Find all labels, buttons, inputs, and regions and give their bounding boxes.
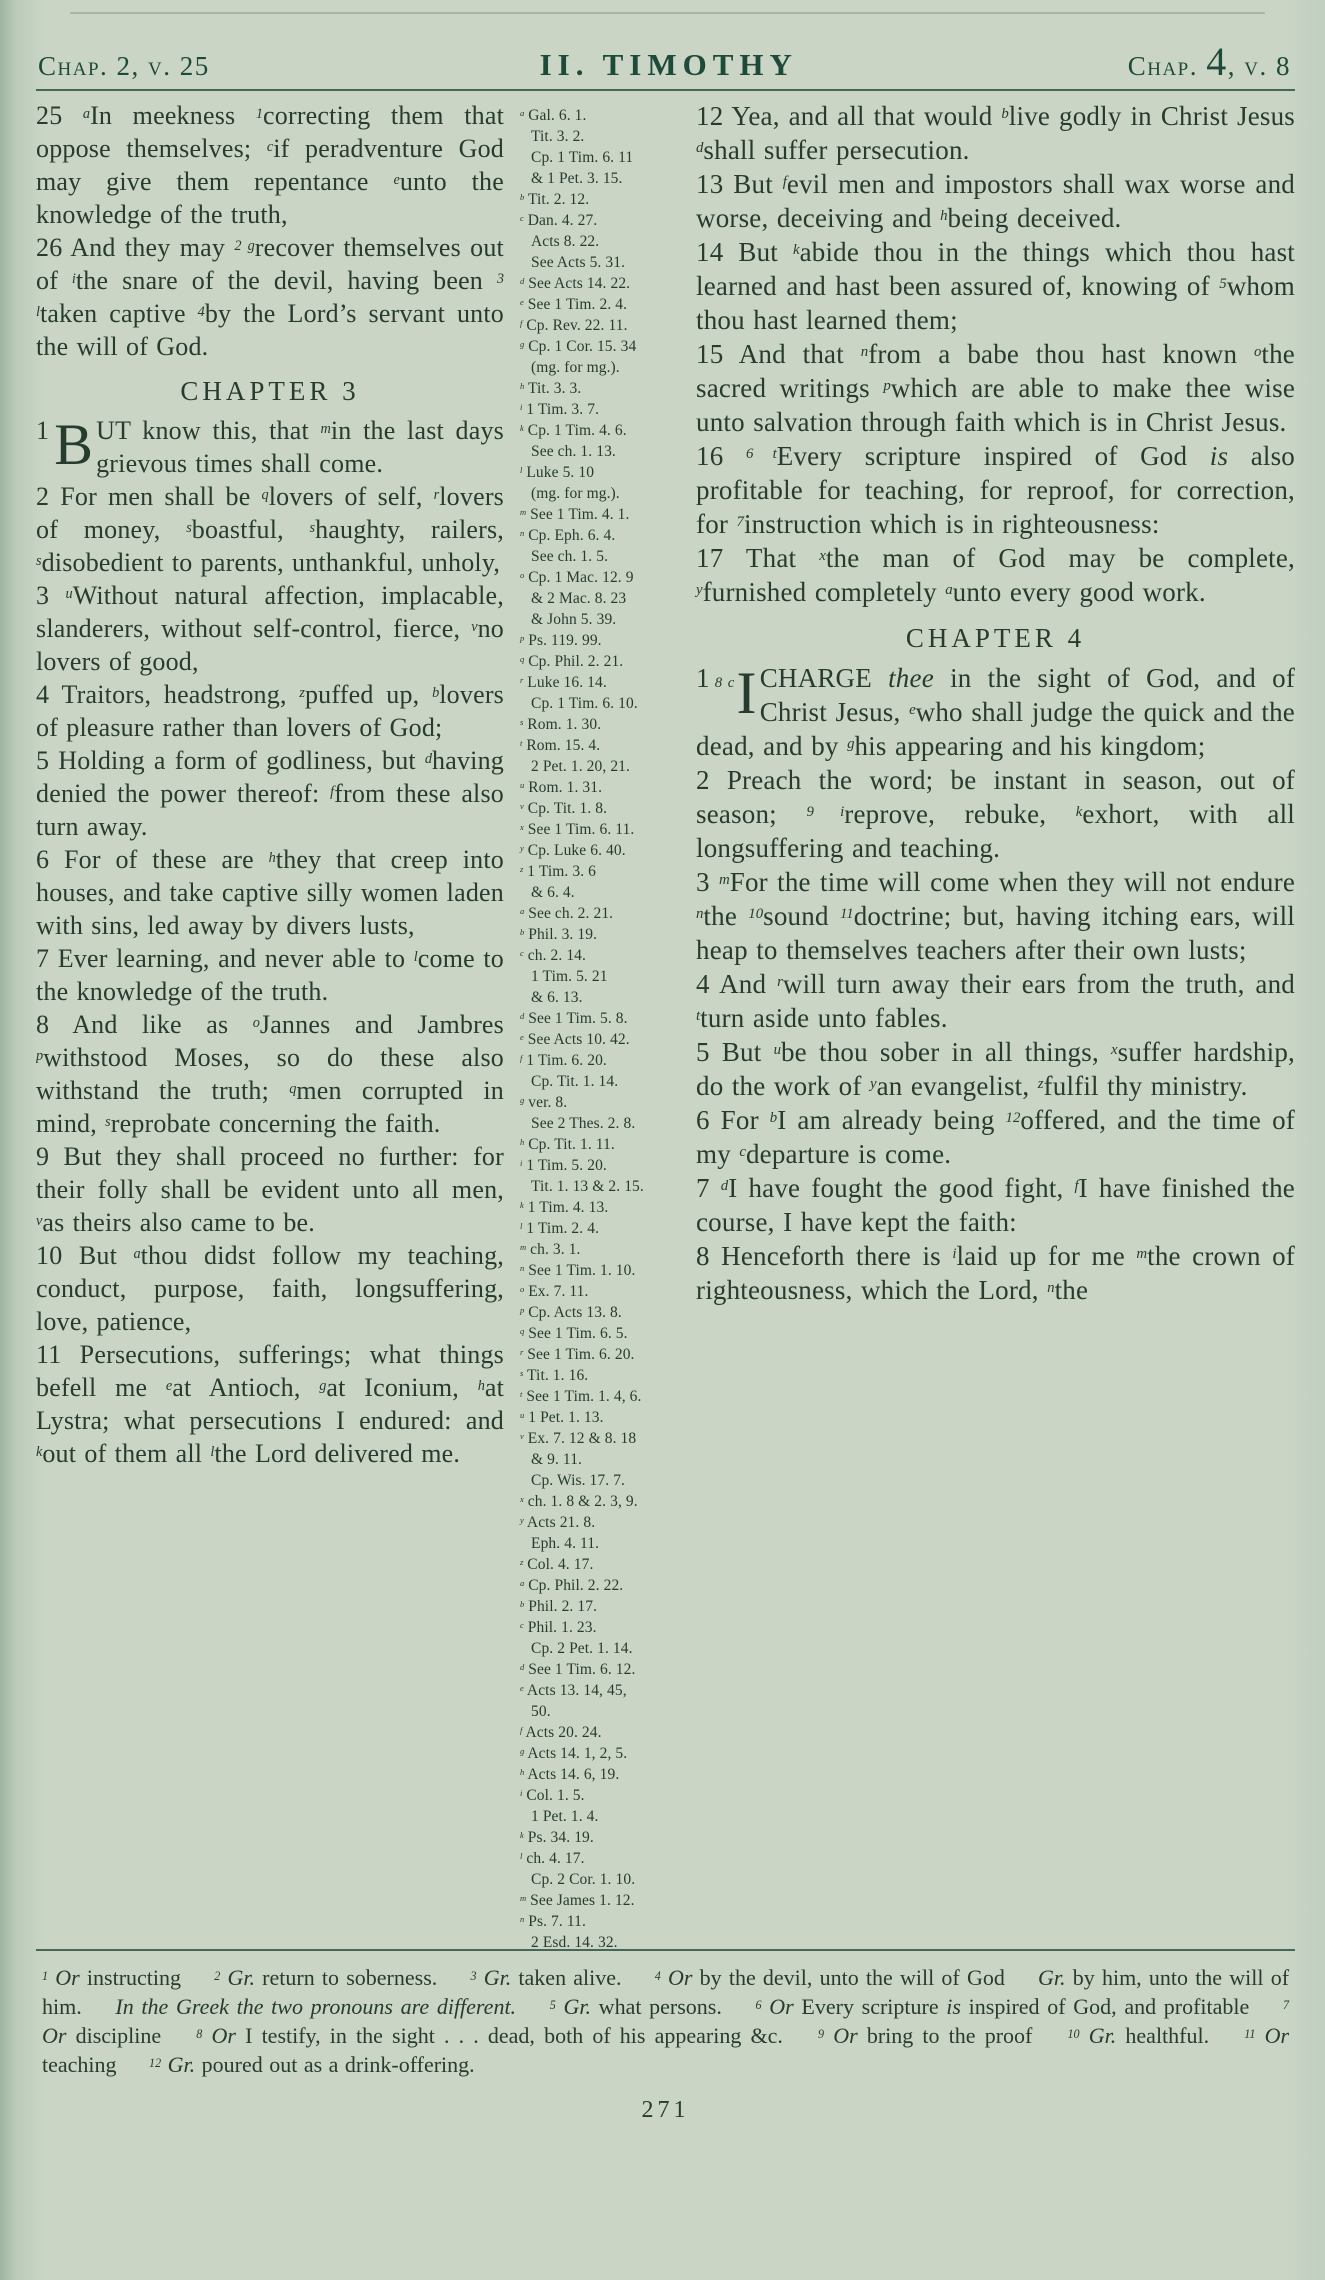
reference-line: $^i$ 1 Tim. 5. 20. [520,1157,607,1174]
page-title: II. TIMOTHY [539,47,798,82]
reference-line: Eph. 4. 11. [531,1535,600,1552]
verse-paragraph: 16 $^{6 t}$Every scripture inspired of God is also profitable for teaching, for reproof, for correction, for $^7$instruction which is in righteousness: [696,441,1295,539]
reference-line: $^v$ Cp. Tit. 1. 8. [520,800,608,817]
header-right-post: , v. 8 [1227,51,1291,81]
reference-line: $^n$ Ps. 7. 11. [520,1913,586,1930]
footnotes [36,1963,1295,2079]
reference-line: $^o$ Cp. 1 Mac. 12. 9 [520,569,634,586]
verse-paragraph: 1 B UT know this, that $^m$in the last days grievous times shall come. [36,412,504,478]
page-header [36,39,1295,89]
reference-line: $^b$ Tit. 2. 12. [520,191,590,208]
verse-paragraph: 5 Holding a form of godliness, but $^d$having denied the power thereof: $^f$from these also turn away. [36,746,504,841]
verse-paragraph: 5 But $^u$be thou sober in all things, $^x$suffer hardship, do the work of $^y$an evangelist, $^z$fulfil thy ministry. [696,1037,1295,1101]
reference-line: $^h$ Tit. 3. 3. [520,380,582,397]
chapter-heading: CHAPTER 3 [180,376,360,406]
reference-line: $^h$ Cp. Tit. 1. 11. [520,1136,615,1153]
reference-line: $^f$ Cp. Rev. 22. 11. [520,317,628,334]
reference-line: $^t$ See 1 Tim. 1. 4, 6. [520,1388,642,1405]
reference-line: Tit. 3. 2. [531,128,585,145]
reference-line: $^n$ See 1 Tim. 1. 10. [520,1262,636,1279]
verse-paragraph: 11 Persecutions, sufferings; what things befell me $^e$at Antioch, $^g$at Iconium, $^h$at Lystra; what persecutions I endured: and $^k$out of them all $^l$the Lord delivered me. [36,1340,505,1468]
reference-line: $^i$ 1 Tim. 3. 7. [520,401,600,418]
reference-line: 1 Pet. 1. 4. [531,1808,599,1825]
verse-paragraph: 7 Ever learning, and never able to $^l$come to the knowledge of the truth. [36,944,504,1006]
verse-paragraph: 15 And that $^n$from a babe thou hast known $^o$the sacred writings $^p$which are able to make thee wise unto salvation through faith which is in Christ Jesus. [696,339,1295,437]
reference-line: $^s$ Tit. 1. 16. [520,1367,589,1384]
reference-line: $^z$ Col. 4. 17. [520,1556,594,1573]
verse-paragraph: 6 For $^b$I am already being $^{12}$offered, and the time of my $^c$departure is come. [696,1105,1295,1169]
reference-line: $^k$ Ps. 34. 19. [520,1829,594,1846]
footnote: $^{10}$ Gr. healthful. [1067,2023,1210,2048]
verse-paragraph: 8 And like as $^o$Jannes and Jambres $^p$withstood Moses, so do these also withstand the truth; $^q$men corrupted in mind, $^s$reprobate concerning the faith. [36,1010,505,1138]
verse-paragraph: 9 But they shall proceed no further: for their folly shall be evident unto all men, $^v$as theirs also came to be. [36,1142,504,1237]
left-column [36,99,504,1947]
verse-paragraph: 12 Yea, and all that would $^b$live godly in Christ Jesus $^d$shall suffer persecution. [696,101,1295,165]
reference-line: $^d$ See 1 Tim. 5. 8. [520,1010,628,1027]
scan-edge-artifact [70,12,1265,14]
verse-paragraph: 6 For of these are $^h$they that creep into houses, and take captive silly women laden with sins, led away by divers lusts, [36,845,504,940]
page-number: 271 [641,2097,690,2123]
verse-paragraph: 3 $^m$For the time will come when they will not endure $^n$the $^{10}$sound $^{11}$doctrine; but, having itching ears, will heap to themselves teachers after their own lusts; [696,867,1295,965]
reference-line: $^y$ Cp. Luke 6. 40. [520,842,626,859]
verse-number: 1 [696,663,710,693]
reference-line: $^t$ Rom. 15. 4. [520,737,601,754]
header-left-ref: Chap. 2, v. 25 [38,51,210,81]
reference-line: $^b$ Phil. 3. 19. [520,926,598,943]
verse-paragraph: 10 But $^a$thou didst follow my teaching, conduct, purpose, faith, longsuffering, love, patience, [36,1241,504,1336]
reference-line: $^q$ See 1 Tim. 6. 5. [520,1325,628,1342]
header-rule [36,89,1295,91]
footnote: $^{11}$ Or teaching [42,2023,1290,2077]
reference-line: 2 Pet. 1. 20, 21. [531,758,631,775]
reference-line: (mg. for mg.). [531,485,620,502]
reference-line: $^x$ ch. 1. 8 & 2. 3, 9. [520,1493,638,1510]
reference-line: $^n$ Cp. Eph. 6. 4. [520,527,616,544]
reference-line: Cp. 1 Tim. 6. 11 [531,149,634,166]
reference-line: $^v$ Ex. 7. 12 & 8. 18 [520,1430,637,1447]
reference-line: 1 Tim. 5. 21 [531,968,608,985]
reference-line: $^q$ Cp. Phil. 2. 21. [520,653,624,670]
reference-marks: 8 c [714,675,735,691]
reference-line: See ch. 1. 13. [531,443,616,460]
reference-line: See ch. 1. 5. [531,548,609,565]
footnote-rule [36,1949,1295,1951]
footnote: $^9$ Or bring to the proof [818,2023,1033,2048]
footnote: Gr. by him, unto the will of him. [42,1965,1290,2019]
header-right-ref [1127,39,1291,84]
reference-line: $^e$ See Acts 10. 42. [520,1031,630,1048]
reference-line: $^l$ Luke 5. 10 [520,464,595,481]
reference-line: $^e$ Acts 13. 14, 45, [520,1682,627,1699]
verse-paragraph: 13 But $^f$evil men and impostors shall wax worse and worse, deceiving and $^h$being deceived. [696,169,1295,233]
reference-line: Tit. 1. 13 & 2. 15. [531,1178,644,1195]
reference-line: See Acts 5. 31. [531,254,626,271]
reference-line: $^a$ See ch. 2. 21. [520,905,614,922]
reference-line: 2 Esd. 14. 32. [531,1934,618,1947]
reference-line: $^d$ See 1 Tim. 6. 12. [520,1661,636,1678]
reference-line: $^k$ 1 Tim. 4. 13. [520,1199,609,1216]
reference-line: & 6. 13. [531,989,583,1006]
reference-line: $^l$ ch. 4. 17. [520,1850,585,1867]
reference-line: $^e$ See 1 Tim. 2. 4. [520,296,628,313]
reference-line: $^r$ See 1 Tim. 6. 20. [520,1346,635,1363]
drop-cap [36,412,94,477]
footnote: In the Greek the two pronouns are different. [115,1994,517,2019]
reference-line: Cp. Wis. 17. 7. [531,1472,626,1489]
verse-paragraph: 2 Preach the word; be instant in season, out of season; $^{9 i}$reprove, rebuke, $^k$exhort, with all longsuffering and teaching. [696,765,1295,863]
reference-line: $^m$ See 1 Tim. 4. 1. [520,506,630,523]
reference-line: & John 5. 39. [531,611,617,628]
verse-paragraph: 4 Traitors, headstrong, $^z$puffed up, $^b$lovers of pleasure rather than lovers of God; [36,680,504,742]
reference-line: $^g$ Acts 14. 1, 2, 5. [520,1745,628,1762]
reference-line: Cp. 1 Tim. 6. 10. [531,695,638,712]
footnote: $^{12}$ Gr. poured out as a drink-offering. [149,2052,475,2077]
reference-line: See 2 Thes. 2. 8. [531,1115,636,1132]
reference-line: $^k$ Cp. 1 Tim. 4. 6. [520,422,627,439]
reference-line: Cp. 2 Cor. 1. 10. [531,1871,636,1888]
reference-line: $^g$ ver. 8. [520,1094,568,1111]
header-right-chapter-number: 4 [1206,39,1228,84]
right-column [682,99,1295,1947]
reference-line: $^l$ 1 Tim. 2. 4. [520,1220,600,1237]
footnote: $^2$ Gr. return to soberness. [214,1965,438,1990]
footnote: $^7$ Or discipline [42,1997,1290,2048]
reference-line: $^x$ See 1 Tim. 6. 11. [520,821,635,838]
footnote: $^4$ Or by the devil, unto the will of God [654,1965,1005,1990]
reference-line: $^d$ See Acts 14. 22. [520,275,631,292]
reference-line: $^s$ Rom. 1. 30. [520,716,602,733]
verse-paragraph: 8 Henceforth there is $^i$laid up for me $^m$the crown of righteousness, which the Lord, $^n$the [696,1241,1295,1305]
verse-paragraph: 26 And they may $^{2 g}$recover themselves out of $^i$the snare of the devil, having been $^{3 l}$taken captive $^4$by the Lord’s servant unto the will of God. [36,233,504,361]
reference-line: $^r$ Luke 16. 14. [520,674,607,691]
reference-line: $^m$ ch. 3. 1. [520,1241,581,1258]
footnote: $^3$ Gr. taken alive. [470,1965,622,1990]
verse-number: 1 [36,416,50,445]
text-columns [36,99,1295,1947]
reference-line: $^u$ 1 Pet. 1. 13. [520,1409,604,1426]
reference-line: Cp. 2 Pet. 1. 14. [531,1640,633,1657]
reference-line: $^m$ See James 1. 12. [520,1892,635,1909]
reference-line: $^o$ Ex. 7. 11. [520,1283,589,1300]
verse-paragraph: 4 And $^r$will turn away their ears from the truth, and $^t$turn aside unto fables. [696,969,1295,1033]
reference-line: $^z$ 1 Tim. 3. 6 [520,863,597,880]
reference-line: $^p$ Ps. 119. 99. [520,632,602,649]
verse-paragraph: 17 That $^x$the man of God may be complete, $^y$furnished completely $^a$unto every good work. [696,543,1295,607]
reference-line: $^f$ Acts 20. 24. [520,1724,602,1741]
reference-line: $^p$ Cp. Acts 13. 8. [520,1304,622,1321]
footnote: $^8$ Or I testify, in the sight . . . dead, both of his appearing &c. [196,2023,783,2048]
reference-line: $^i$ Col. 1. 5. [520,1787,585,1804]
header-right-pre: Chap. [1127,51,1207,81]
reference-line: 50. [531,1703,551,1720]
reference-line: $^b$ Phil. 2. 17. [520,1598,598,1615]
verse-paragraph: 3 $^u$Without natural affection, implacable, slanderers, without self-control, fierce, $^v$no lovers of good, [36,581,504,676]
center-references [504,99,682,1947]
verse-paragraph: 14 But $^k$abide thou in the things which thou hast learned and hast been assured of, knowing of $^5$whom thou hast learned them; [696,237,1295,335]
drop-cap-letter: B [54,412,94,477]
reference-line: & 6. 4. [531,884,575,901]
reference-line: (mg. for mg.). [531,359,620,376]
reference-line: Acts 8. 22. [531,233,600,250]
drop-cap [696,660,757,726]
reference-line: & 9. 11. [531,1451,583,1468]
reference-line: $^u$ Rom. 1. 31. [520,779,603,796]
reference-line: $^c$ Dan. 4. 27. [520,212,598,229]
reference-line: $^g$ Cp. 1 Cor. 15. 34 [520,338,637,355]
verse-paragraph: 1 8 c I CHARGE thee in the sight of God, and of Christ Jesus, $^e$who shall judge the quick and the dead, and by $^g$his appearing and his kingdom; [696,660,1295,761]
reference-line: $^h$ Acts 14. 6, 19. [520,1766,620,1783]
reference-line: & 1 Pet. 3. 15. [531,170,623,187]
chapter-heading: CHAPTER 4 [905,623,1086,653]
reference-line: & 2 Mac. 8. 23 [531,590,627,607]
footnote: $^1$ Or instructing [42,1965,182,1990]
reference-line: $^y$ Acts 21. 8. [520,1514,596,1531]
reference-line: $^a$ Gal. 6. 1. [520,107,587,124]
verse-paragraph: 2 For men shall be $^q$lovers of self, $^r$lovers of money, $^s$boastful, $^s$haughty, railers, $^s$disobedient to parents, unthankful, unholy, [36,482,505,577]
reference-line: $^c$ ch. 2. 14. [520,947,587,964]
verse-paragraph: 7 $^d$I have fought the good fight, $^f$I have finished the course, I have kept the faith: [696,1173,1295,1237]
drop-cap-letter: I [736,660,757,726]
footnote: $^6$ Or Every scripture is inspired of God, and profitable [755,1994,1250,2019]
reference-line: $^a$ Cp. Phil. 2. 22. [520,1577,624,1594]
reference-line: $^f$ 1 Tim. 6. 20. [520,1052,607,1069]
footnote: $^5$ Gr. what persons. [549,1994,722,2019]
reference-line: $^c$ Phil. 1. 23. [520,1619,597,1636]
verse-paragraph: 25 $^a$In meekness $^1$correcting them that oppose themselves; $^c$if peradventure God may give them repentance $^e$unto the knowledge of the truth, [36,101,505,229]
reference-line: Cp. Tit. 1. 14. [531,1073,619,1090]
